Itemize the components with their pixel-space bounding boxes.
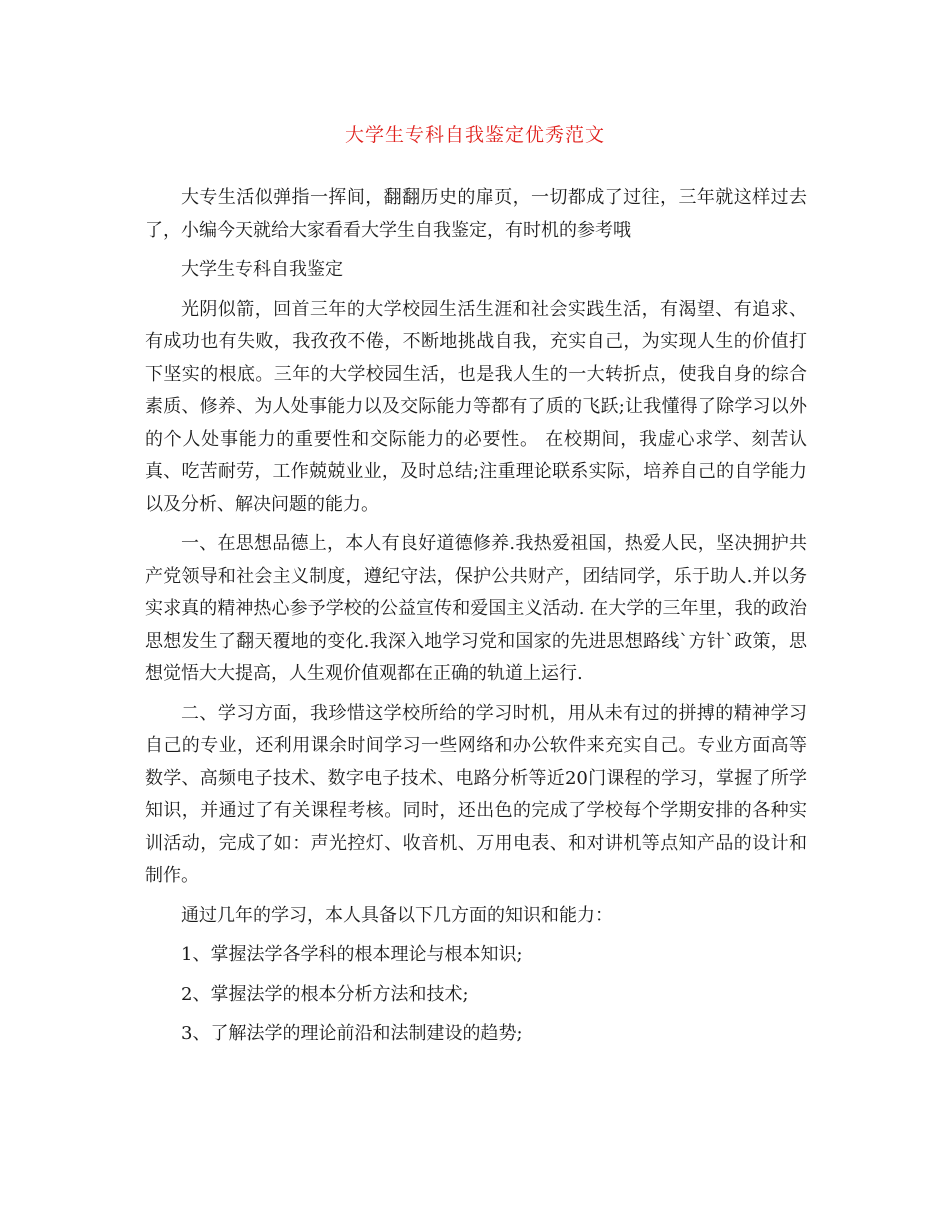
list-item: 3、了解法学的理论前沿和法制建设的趋势; (181, 1023, 523, 1044)
document-body (145, 182, 807, 1058)
list-item: 2、掌握法学的根本分析方法和技术; (181, 983, 469, 1005)
body-paragraph: 一、在思想品德上，本人有良好道德修养.我热爱祖国，热爱人民，坚决拥护共产党领导和社会主义制度，遵纪守法，保护公共财产，团结同学，乐于助人.并以务实求真的精神热心参予学校的公益宣传和爱国主义活动. 在大学的三年里，我的政治思想发生了翻天覆地的变化.我深入地学习党和国家的先进思想路线`方针`政策，思想觉悟大大提高，人生观价值观都在正确的轨道上运行. (145, 533, 807, 684)
body-paragraph: 二、学习方面，我珍惜这学校所给的学习时机，用从未有过的拼搏的精神学习自己的专业，还利用课余时间学习一些网络和办公软件来充实自己。专业方面高等数学、高频电子技术、数字电子技术、电路分析等近20门课程的学习，掌握了所学知识，并通过了有关课程考核。同时，还出色的完成了学校每个学期安排的各种实训活动，完成了如：声光控灯、收音机、万用电表、和对讲机等点知产品的设计和制作。 (145, 702, 807, 886)
intro-paragraph: 大专生活似弹指一挥间，翻翻历史的扉页，一切都成了过往，三年就这样过去了，小编今天就给大家看看大学生自我鉴定，有时机的参考哦 (145, 187, 807, 241)
body-paragraph: 通过几年的学习，本人具备以下几方面的知识和能力： (181, 904, 613, 926)
body-paragraph: 光阴似箭，回首三年的大学校园生活生涯和社会实践生活，有渴望、有追求、有成功也有失败，我孜孜不倦，不断地挑战自我，充实自己，为实现人生的价值打下坚实的根底。三年的大学校园生活，也是我人生的一大转折点，使我自身的综合素质、修养、为人处事能力以及交际能力等都有了质的飞跃;让我懂得了除学习以外的个人处事能力的重要性和交际能力的必要性。 在校期间，我虚心求学、刻苦认真、吃苦耐劳，工作兢兢业业，及时总结;注重理论联系实际，培养自己的自学能力以及分析、解决问题的能力。 (145, 298, 807, 515)
section-heading: 大学生专科自我鉴定 (181, 259, 343, 280)
list-item: 1、掌握法学各学科的根本理论与根本知识; (181, 944, 523, 965)
document-title: 大学生专科自我鉴定优秀范文 (344, 124, 605, 146)
